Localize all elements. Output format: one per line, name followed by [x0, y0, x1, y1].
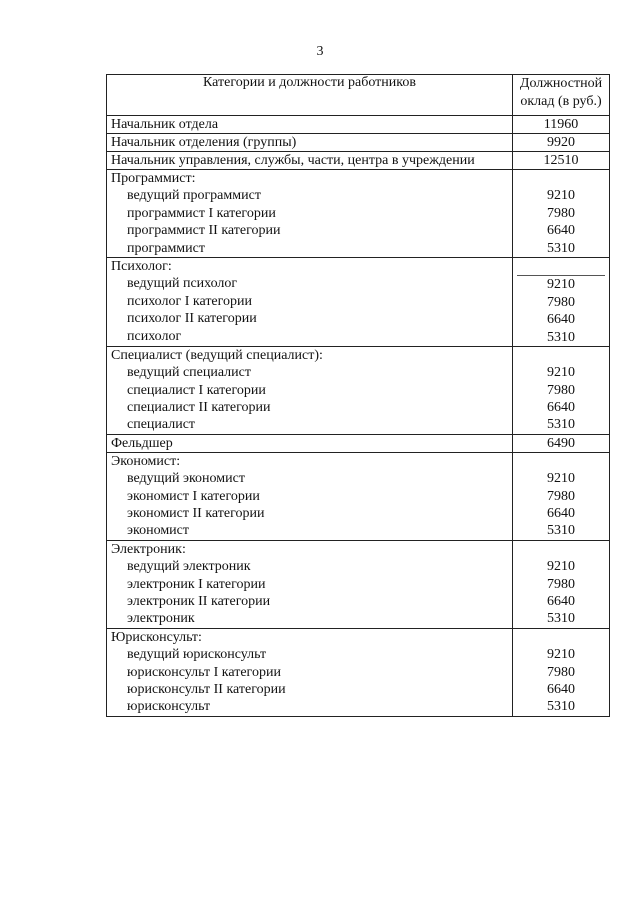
position-name: Фельдшер	[107, 434, 513, 452]
salary-value: 6640	[547, 593, 575, 609]
salary-value: 6640	[547, 400, 575, 416]
salary-value: 11960	[513, 116, 610, 134]
position-name: электроник II категории	[127, 593, 271, 609]
salary-value: 9210	[517, 275, 605, 293]
salary-value: 5310	[547, 329, 575, 345]
position-name: юрисконсульт	[127, 699, 211, 715]
group-names	[107, 540, 513, 628]
salary-value: 7980	[547, 664, 575, 680]
table-row	[107, 152, 610, 170]
group-salaries	[513, 540, 610, 628]
position-name: экономист	[127, 523, 190, 539]
salary-value: 9210	[547, 365, 575, 381]
salary-value: 7980	[547, 488, 575, 504]
position-name: специалист	[127, 417, 196, 433]
table-header-row	[107, 75, 610, 116]
salary-header-line2: оклад (в руб.)	[520, 94, 602, 109]
table-row-group	[107, 452, 610, 540]
table-row-group	[107, 346, 610, 434]
position-name: специалист I категории	[127, 382, 266, 398]
salary-value: 5310	[547, 417, 575, 433]
salary-value: 9210	[547, 188, 575, 204]
position-name: электроник I категории	[127, 576, 266, 592]
salary-value: 7980	[547, 382, 575, 398]
salary-value: 12510	[513, 152, 610, 170]
group-names	[107, 346, 513, 434]
salary-value: 5310	[547, 611, 575, 627]
group-salaries	[513, 628, 610, 716]
salary-value: 6640	[547, 506, 575, 522]
group-salaries	[513, 170, 610, 258]
position-name: специалист II категории	[127, 400, 271, 416]
group-names	[107, 628, 513, 716]
salary-value: 9210	[547, 471, 575, 487]
position-name: ведущий электроник	[127, 559, 251, 575]
salary-header-line1: Должностной	[519, 76, 603, 91]
group-names	[107, 257, 513, 346]
position-name: программист	[127, 240, 205, 256]
position-name: юрисконсульт II категории	[127, 681, 286, 697]
group-salaries	[513, 346, 610, 434]
salary-value: 6640	[547, 681, 575, 697]
group-title: Электроник:	[111, 541, 186, 557]
salary-value: 5310	[547, 699, 575, 715]
table-row	[107, 116, 610, 134]
group-salaries	[513, 257, 610, 346]
group-salaries	[513, 452, 610, 540]
position-name: ведущий специалист	[127, 365, 251, 381]
position-name: программист II категории	[127, 223, 281, 239]
page-number: 3	[316, 44, 324, 59]
position-name: ведущий психолог	[127, 276, 238, 292]
position-name: программист I категории	[127, 205, 276, 221]
table-row-group	[107, 540, 610, 628]
salary-value: 9210	[547, 647, 575, 663]
position-name: электроник	[127, 611, 195, 627]
group-title: Психолог:	[111, 258, 172, 274]
table-row-group	[107, 257, 610, 346]
group-title: Юрисконсульт:	[111, 629, 202, 645]
table-row	[107, 134, 610, 152]
salary-value: 6490	[513, 434, 610, 452]
group-title: Специалист (ведущий специалист):	[111, 347, 323, 363]
salary-column-header	[513, 75, 610, 116]
position-name: ведущий экономист	[127, 471, 245, 487]
table-row	[107, 434, 610, 452]
salary-value: 6640	[547, 223, 575, 239]
salary-value: 7980	[547, 205, 575, 221]
group-names	[107, 170, 513, 258]
group-title: Программист:	[111, 171, 196, 186]
position-name: психолог	[127, 328, 182, 344]
table-row-group	[107, 628, 610, 716]
position-name: юрисконсульт I категории	[127, 664, 281, 680]
salary-value: 6640	[547, 312, 575, 328]
position-name: экономист I категории	[127, 488, 260, 504]
table-row-group	[107, 170, 610, 258]
position-name: Начальник управления, службы, части, центра в учреждении	[107, 152, 513, 170]
salary-table	[106, 74, 610, 717]
position-name: психолог I категории	[127, 293, 253, 309]
salary-value: 9920	[513, 134, 610, 152]
salary-value: 7980	[547, 576, 575, 592]
position-name: экономист II категории	[127, 506, 265, 522]
position-name: психолог II категории	[127, 311, 257, 327]
category-column-header: Категории и должности работников	[107, 75, 513, 116]
group-names	[107, 452, 513, 540]
position-name: ведущий программист	[127, 188, 261, 204]
position-name: Начальник отдела	[107, 116, 513, 134]
salary-value: 7980	[547, 294, 575, 310]
salary-value: 5310	[547, 240, 575, 256]
position-name: Начальник отделения (группы)	[107, 134, 513, 152]
salary-value: 9210	[547, 559, 575, 575]
group-title: Экономист:	[111, 453, 181, 469]
salary-value: 5310	[547, 523, 575, 539]
position-name: ведущий юрисконсульт	[127, 647, 267, 663]
